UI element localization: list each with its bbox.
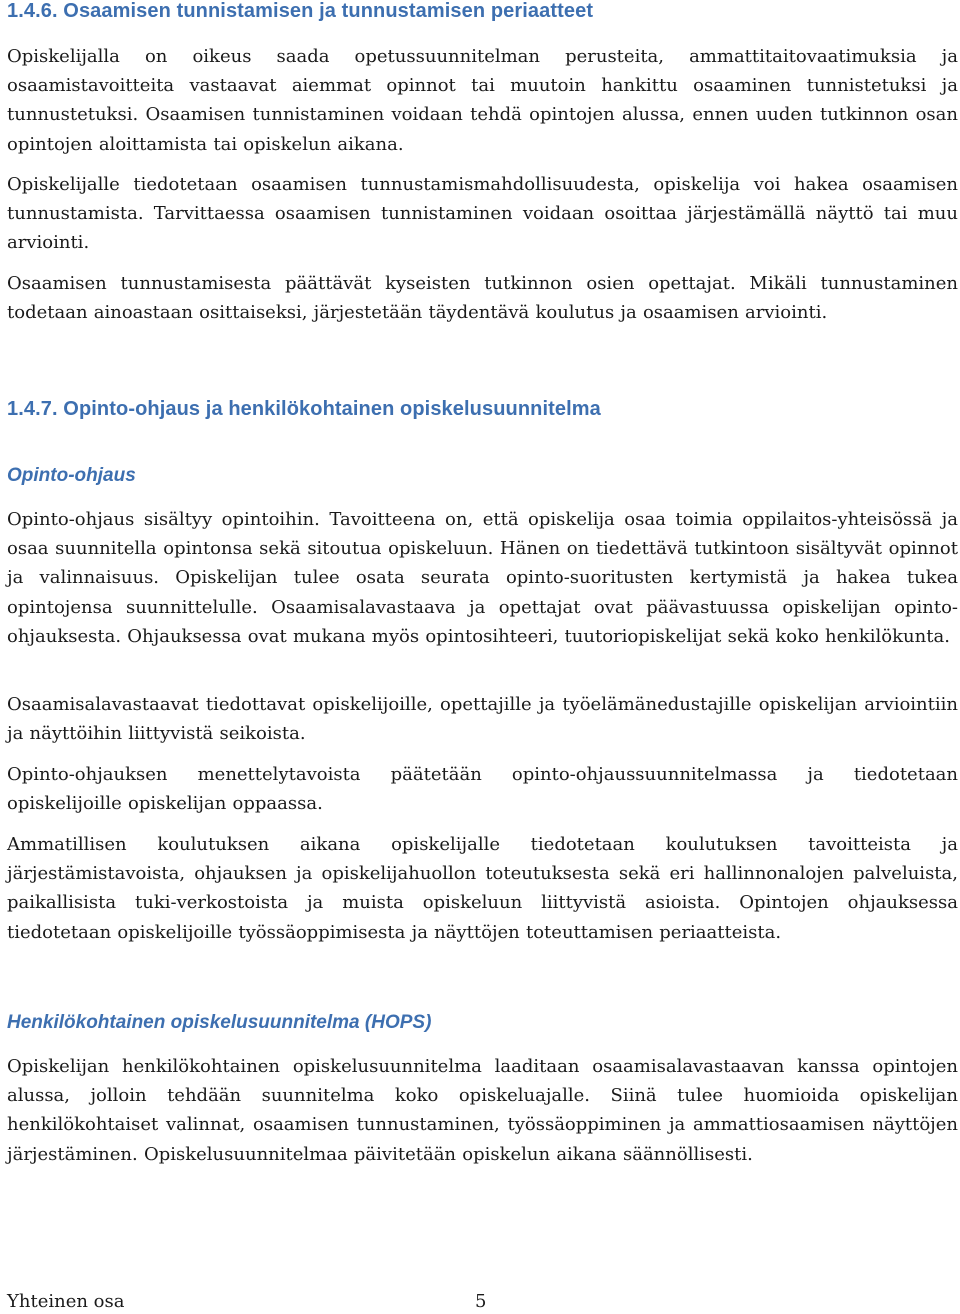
page-number: 5: [475, 1291, 487, 1312]
paragraph: Osaamisen tunnustamisesta päättävät kyseisten tutkinnon osien opettajat. Mikäli tunnustaminen todetaan ainoastaan osittaiseksi, järjestetään täydentävä koulutus ja osaamisen arviointi.: [7, 273, 958, 324]
subsection-heading-opinto-ohjaus: Opinto-ohjaus: [7, 465, 136, 486]
paragraph: Opinto-ohjaus sisältyy opintoihin. Tavoitteena on, että opiskelija osaa toimia oppilaitos-yhteisössä ja osaa suunnitella opintonsa sekä sitoutua opiskeluun. Hänen on tiedettävä tutkintoon sisältyvät opinnot ja valinnaisuus. Opiskelijan tulee osata seurata opinto-suoritusten kertymistä ja hakea tukea opintojensa suunnittelulle. Osaamisalavastaava ja opettajat ovat päävastuussa opiskelijan opinto-ohjauksesta. Ohjauksessa ovat mukana myös opintosihteeri, tuutoriopiskelijat sekä koko henkilökunta.: [7, 509, 958, 647]
page-footer: [7, 1290, 958, 1314]
paragraph: Opiskelijalla on oikeus saada opetussuunnitelman perusteita, ammattitaitovaatimuksia ja osaamistavoitteita vastaavat aiemmat opinnot tai muutoin hankittu osaaminen tunnistetuksi ja tunnustetuksi. Osaamisen tunnistaminen voidaan tehdä opintojen alussa, ennen uuden tutkinnon osan opintojen aloittamista tai opiskelun aikana.: [7, 46, 958, 155]
section-heading-1-4-7: 1.4.7. Opinto-ohjaus ja henkilökohtainen opiskelusuunnitelma: [7, 398, 601, 420]
paragraph: Opiskelijan henkilökohtainen opiskelusuunnitelma laaditaan osaamisalavastaavan kanssa opintojen alussa, jolloin tehdään suunnitelma koko opiskeluajalle. Siinä tulee huomioida opiskelijan henkilökohtaiset valinnat, osaamisen tunnustaminen, työssäoppiminen ja ammattiosaamisen näyttöjen järjestäminen. Opiskelusuunnitelmaa päivitetään opiskelun aikana säännöllisesti.: [7, 1056, 958, 1165]
paragraph: Osaamisalavastaavat tiedottavat opiskelijoille, opettajille ja työelämänedustajille opiskelijan arviointiin ja näyttöihin liittyvistä seikoista.: [7, 694, 958, 745]
subsection-heading-hops: Henkilökohtainen opiskelusuunnitelma (HOPS): [7, 1012, 432, 1033]
paragraph: Opiskelijalle tiedotetaan osaamisen tunnustamismahdollisuudesta, opiskelija voi hakea osaamisen tunnustamista. Tarvittaessa osaamisen tunnistaminen voidaan osoittaa järjestämällä näyttö tai muu arviointi.: [7, 174, 958, 254]
footer-label: Yhteinen osa: [7, 1291, 125, 1312]
section-heading-1-4-6: 1.4.6. Osaamisen tunnistamisen ja tunnustamisen periaatteet: [7, 0, 594, 22]
paragraph: Opinto-ohjauksen menettelytavoista päätetään opinto-ohjaussuunnitelmassa ja tiedotetaan opiskelijoille opiskelijan oppaassa.: [7, 764, 958, 815]
paragraph: Ammatillisen koulutuksen aikana opiskelijalle tiedotetaan koulutuksen tavoitteista ja järjestämistavoista, ohjauksen ja opiskelijahuollon toteutuksesta sekä eri hallinnonalojen palveluista, paikallisista tuki-verkostoista ja muista opiskeluun liittyvistä asioista. Opintojen ohjauksessa tiedotetaan opiskelijoille työssäoppimisesta ja näyttöjen toteuttamisen periaatteista.: [7, 834, 958, 943]
